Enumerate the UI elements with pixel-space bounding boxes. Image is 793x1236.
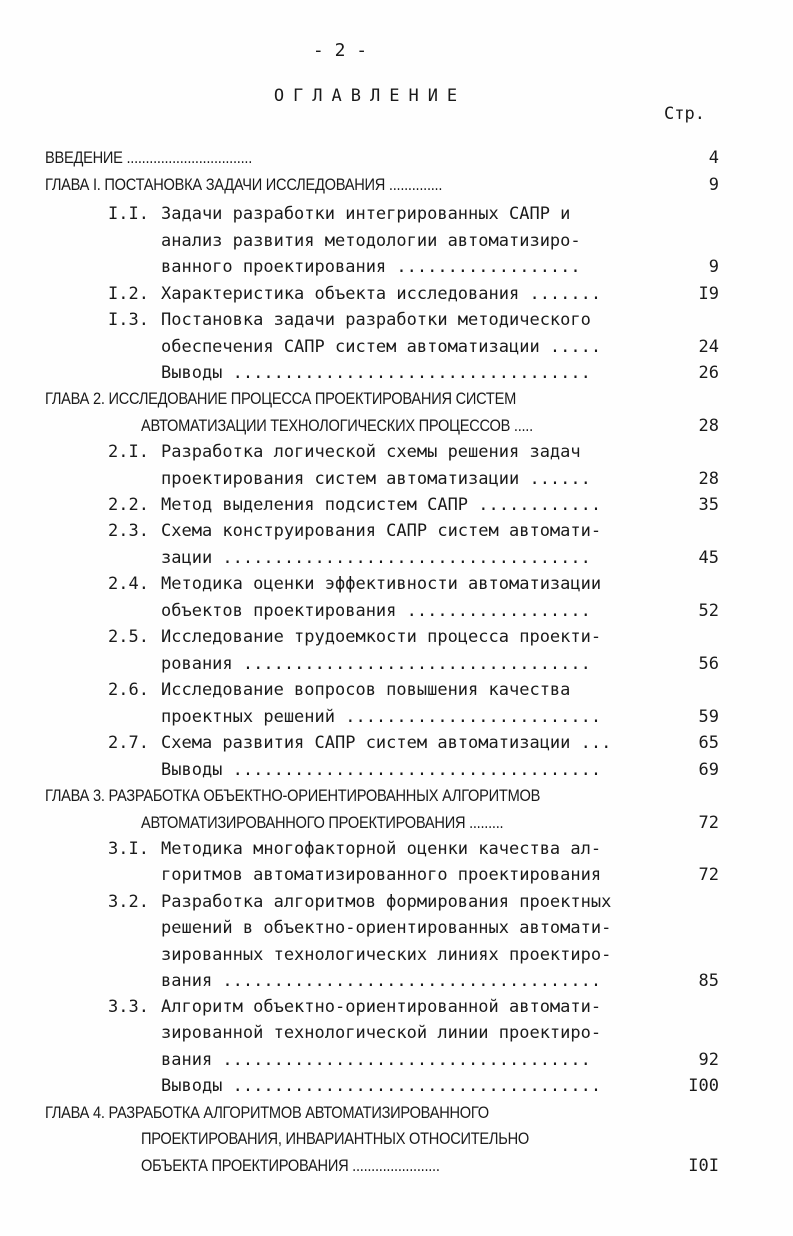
page-ref: 9	[708, 257, 719, 277]
entry-title: Исследование трудоемкости процесса проекти-	[161, 627, 602, 647]
toc-entry	[0, 172, 793, 198]
page-ref: 72	[698, 813, 719, 833]
toc-entry	[0, 201, 793, 227]
entry-title: зации ....................................	[161, 548, 591, 568]
toc-entry	[0, 571, 793, 597]
page-ref: 52	[698, 601, 719, 621]
page-ref: 4	[708, 148, 719, 168]
entry-title: Схема развития САПР систем автоматизации ...	[161, 733, 612, 753]
entry-title: зированных технологических линиях проектиро-	[161, 945, 612, 965]
page-ref: I0I	[688, 1156, 719, 1176]
section-number: 2.5.	[108, 627, 149, 647]
entry-title: АВТОМАТИЗАЦИИ ТЕХНОЛОГИЧЕСКИХ ПРОЦЕССОВ .....	[141, 416, 533, 435]
toc-entry	[0, 624, 793, 650]
toc-entry	[0, 968, 793, 994]
toc-entry	[0, 518, 793, 544]
entry-title: объектов проектирования ..................	[161, 601, 591, 621]
entry-title: ГЛАВА I. ПОСТАНОВКА ЗАДАЧИ ИССЛЕДОВАНИЯ ..............	[45, 175, 443, 194]
entry-title: Характеристика объекта исследования .......	[161, 284, 602, 304]
toc-entry	[0, 889, 793, 915]
page-ref: 85	[698, 971, 719, 991]
page-ref: 28	[698, 416, 719, 436]
section-number: 2.4.	[108, 574, 149, 594]
toc-entry	[0, 545, 793, 571]
entry-title: Схема конструирования САПР систем автомати-	[161, 521, 602, 541]
page-ref: 26	[698, 363, 719, 383]
toc-entry	[0, 1020, 793, 1046]
entry-title: Метод выделения подсистем САПР ............	[161, 495, 602, 515]
page-ref: I9	[698, 284, 719, 304]
entry-title: обеспечения САПР систем автоматизации .....	[161, 337, 602, 357]
entry-title: Выводы ...................................	[161, 363, 591, 383]
toc-entry	[0, 334, 793, 360]
toc-entry	[0, 862, 793, 888]
entry-title: зированной технологической линии проектиро-	[161, 1023, 602, 1043]
toc-entry	[0, 836, 793, 862]
toc-entry	[0, 1073, 793, 1099]
entry-title: Задачи разработки интегрированных САПР и	[161, 204, 571, 224]
toc-entry	[0, 413, 793, 439]
toc-entry	[0, 386, 793, 412]
toc-entry	[0, 783, 793, 809]
toc-entry	[0, 360, 793, 386]
entry-title: ГЛАВА 4. РАЗРАБОТКА АЛГОРИТМОВ АВТОМАТИЗИРОВАННОГО	[45, 1103, 489, 1122]
page-ref: I00	[688, 1076, 719, 1096]
entry-title: горитмов автоматизированного проектирования	[161, 865, 602, 885]
toc-entry	[0, 915, 793, 941]
entry-title: ГЛАВА 2. ИССЛЕДОВАНИЕ ПРОЦЕССА ПРОЕКТИРОВАНИЯ СИСТЕМ	[45, 389, 517, 408]
entry-title: ВВЕДЕНИЕ .................................	[45, 148, 253, 167]
toc-entry	[0, 1126, 793, 1152]
entry-title: Алгоритм объектно-ориентированной автомати-	[161, 997, 602, 1017]
entry-title: АВТОМАТИЗИРОВАННОГО ПРОЕКТИРОВАНИЯ .........	[141, 813, 504, 832]
toc-entry	[0, 757, 793, 783]
section-number: 2.2.	[108, 495, 149, 515]
entry-title: решений в объектно-ориентированных автомати-	[161, 918, 612, 938]
toc-entry	[0, 810, 793, 836]
toc-entry	[0, 307, 793, 333]
page-ref: 35	[698, 495, 719, 515]
entry-title: Разработка логической схемы решения задач	[161, 442, 581, 462]
toc-title: ОГЛАВЛЕНИЕ	[273, 86, 467, 106]
entry-title: Постановка задачи разработки методического	[161, 310, 591, 330]
section-number: 2.7.	[108, 733, 149, 753]
toc-entry	[0, 1100, 793, 1126]
entry-title: вания ....................................	[161, 1050, 591, 1070]
entry-title: ПРОЕКТИРОВАНИЯ, ИНВАРИАНТНЫХ ОТНОСИТЕЛЬНО	[141, 1129, 530, 1148]
toc-entry	[0, 994, 793, 1020]
section-number: 2.3.	[108, 521, 149, 541]
page-ref: 24	[698, 337, 719, 357]
entry-title: Исследование вопросов повышения качества	[161, 680, 571, 700]
toc-entry	[0, 1047, 793, 1073]
entry-title: рования ..................................	[161, 654, 591, 674]
entry-title: проектирования систем автоматизации ......	[161, 469, 591, 489]
entry-title: Разработка алгоритмов формирования проектных	[161, 892, 612, 912]
toc-entry	[0, 228, 793, 254]
entry-title: ГЛАВА 3. РАЗРАБОТКА ОБЪЕКТНО-ОРИЕНТИРОВАННЫХ АЛГОРИТМОВ	[45, 786, 541, 805]
toc-entry	[0, 254, 793, 280]
section-number: I.2.	[108, 284, 149, 304]
page-number: - 2 -	[312, 40, 368, 61]
entry-title: ванного проектирования ..................	[161, 257, 581, 277]
entry-title: вания .....................................	[161, 971, 602, 991]
toc-entry	[0, 598, 793, 624]
page-ref: 45	[698, 548, 719, 568]
section-number: I.I.	[108, 204, 149, 224]
section-number: 3.3.	[108, 997, 149, 1017]
section-number: 3.2.	[108, 892, 149, 912]
toc-entry	[0, 942, 793, 968]
page-ref: 92	[698, 1050, 719, 1070]
section-number: 2.6.	[108, 680, 149, 700]
page-ref: 69	[698, 760, 719, 780]
toc-entry	[0, 651, 793, 677]
entry-title: анализ развития методологии автоматизиро-	[161, 231, 581, 251]
section-number: I.3.	[108, 310, 149, 330]
toc-entry	[0, 439, 793, 465]
entry-title: Выводы ....................................	[161, 760, 602, 780]
entry-title: проектных решений .........................	[161, 707, 602, 727]
toc-entry	[0, 466, 793, 492]
toc-entry	[0, 677, 793, 703]
page-ref: 56	[698, 654, 719, 674]
toc-entry	[0, 145, 793, 171]
toc-entry	[0, 704, 793, 730]
entry-title: Методика оценки эффективности автоматизации	[161, 574, 602, 594]
page-column-header: Стр.	[664, 104, 705, 124]
toc-entry	[0, 730, 793, 756]
entry-title: Методика многофакторной оценки качества ал-	[161, 839, 602, 859]
page-ref: 9	[708, 175, 719, 195]
toc-entry	[0, 492, 793, 518]
entry-title: ОБЪЕКТА ПРОЕКТИРОВАНИЯ .......................	[141, 1156, 440, 1175]
section-number: 3.I.	[108, 839, 149, 859]
section-number: 2.I.	[108, 442, 149, 462]
page-ref: 65	[698, 733, 719, 753]
page-ref: 28	[698, 469, 719, 489]
page-ref: 72	[698, 865, 719, 885]
toc-entry	[0, 281, 793, 307]
entry-title: Выводы ....................................	[161, 1076, 602, 1096]
toc-entry	[0, 1153, 793, 1179]
page-ref: 59	[698, 707, 719, 727]
